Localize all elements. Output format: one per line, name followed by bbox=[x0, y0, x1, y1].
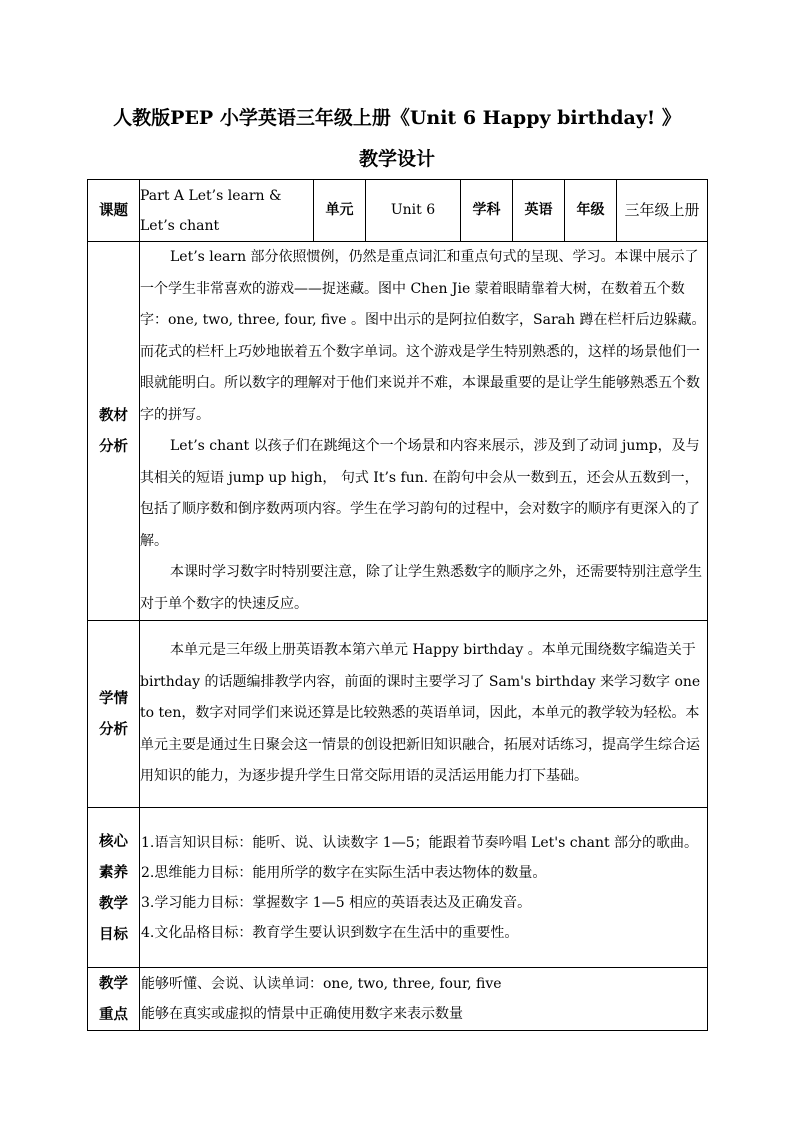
student-analysis-row bbox=[88, 621, 708, 808]
topic-value-line1: Part A Let’s learn & bbox=[140, 187, 282, 204]
key-points-label bbox=[88, 968, 140, 1031]
key-points-label-line2: 重点 bbox=[99, 1006, 128, 1023]
core-goals-label-line1: 核心 bbox=[99, 832, 128, 850]
student-analysis-label-line1: 学情 bbox=[99, 690, 128, 707]
material-analysis-label-line1: 教材 bbox=[99, 407, 128, 424]
goal-item: 2.思维能力目标：能用所学的数字在实际生活中表达物体的数量。 bbox=[141, 864, 547, 881]
core-goals-label-line4: 目标 bbox=[99, 925, 128, 943]
goal-item: 4.文化品格目标：教育学生要认识到数字在生活中的重要性。 bbox=[141, 924, 519, 941]
key-point-item: 能够在真实或虚拟的情景中正确使用数字来表示数量 bbox=[141, 1006, 463, 1022]
core-goals-label-line3: 教学 bbox=[99, 894, 128, 912]
key-points-label-line1: 教学 bbox=[99, 975, 128, 992]
material-analysis-label-line2: 分析 bbox=[99, 438, 128, 455]
topic-value bbox=[140, 180, 314, 242]
material-paragraph: Let’s learn 部分依照惯例，仍然是重点词汇和重点句式的呈现、学习。本课中展示了一个学生非常喜欢的游戏——捉迷藏。图中 Chen Jie 蒙着眼睛靠着大树，在数着五个数字：one, two, three, four, five 。图中出示的是阿拉伯数字，Sarah 蹲在栏杆后边躲藏。而花式的栏杆上巧妙地嵌着五个数字单词。这个游戏是学生特别熟悉的，这样的场景他们一眼就能明白。所以数字的理解对于他们来说并不难，本课最重要的是让学生能够熟悉五个数字的拼写。 bbox=[140, 249, 706, 423]
key-points-row bbox=[88, 968, 708, 1031]
student-analysis-label-line2: 分析 bbox=[99, 721, 128, 738]
unit-label: 单元 bbox=[314, 180, 366, 242]
key-points-content bbox=[140, 968, 708, 1031]
student-analysis-content bbox=[140, 621, 708, 808]
subject-label: 学科 bbox=[461, 180, 513, 242]
goal-item: 1.语言知识目标：能听、说、认读数字 1—5；能跟着节奏吟唱 Let's chant 部分的歌曲。 bbox=[141, 834, 699, 851]
material-analysis-row bbox=[88, 242, 708, 621]
key-point-item: 能够听懂、会说、认读单词：one, two, three, four, five bbox=[141, 976, 502, 992]
material-analysis-content bbox=[140, 242, 708, 621]
header-row bbox=[88, 180, 708, 242]
lesson-plan-table bbox=[87, 179, 708, 1031]
subject-value: 英语 bbox=[513, 180, 565, 242]
topic-label: 课题 bbox=[88, 180, 140, 242]
core-goals-row bbox=[88, 808, 708, 968]
student-paragraph: 本单元是三年级上册英语教本第六单元 Happy birthday 。本单元围绕数字编造关于 birthday 的话题编排教学内容，前面的课时主要学习了 Sam's birthday 来学习数字 one to ten，数字对同学们来说还算是比较熟悉的英语单词，因此，本单元的教学较为轻松。本单元主要是通过生日聚会这一情景的创设把新旧知识融合，拓展对话练习，提高学生综合运用知识的能力，为逐步提升学生日常交际用语的灵活运用能力打下基础。 bbox=[140, 642, 701, 785]
grade-value: 三年级上册 bbox=[617, 180, 708, 242]
material-analysis-label bbox=[88, 242, 140, 621]
core-goals-label bbox=[88, 808, 140, 968]
document-title: 人教版PEP 小学英语三年级上册《Unit 6 Happy birthday! 》 bbox=[113, 107, 681, 129]
core-goals-content bbox=[140, 808, 708, 968]
core-goals-label-line2: 素养 bbox=[99, 863, 128, 881]
grade-label: 年级 bbox=[565, 180, 617, 242]
topic-value-line2: Let’s chant bbox=[140, 217, 220, 234]
material-paragraph: Let’s chant 以孩子们在跳绳这个一个场景和内容来展示，涉及到了动词 jump，及与其相关的短语 jump up high， 句式 It’s fun. 在韵句中会从一数到五，还会从五数到一，包括了顺序数和倒序数两项内容。学生在学习韵句的过程中，会对数字的顺序有更深入的了解。 bbox=[140, 438, 700, 549]
unit-value: Unit 6 bbox=[366, 180, 461, 242]
goal-item: 3.学习能力目标：掌握数字 1—5 相应的英语表达及正确发音。 bbox=[141, 894, 532, 911]
student-analysis-label bbox=[88, 621, 140, 808]
material-paragraph: 本课时学习数字时特别要注意，除了让学生熟悉数字的顺序之外，还需要特别注意学生对于单个数字的快速反应。 bbox=[140, 564, 702, 612]
document-subtitle: 教学设计 bbox=[358, 148, 435, 170]
